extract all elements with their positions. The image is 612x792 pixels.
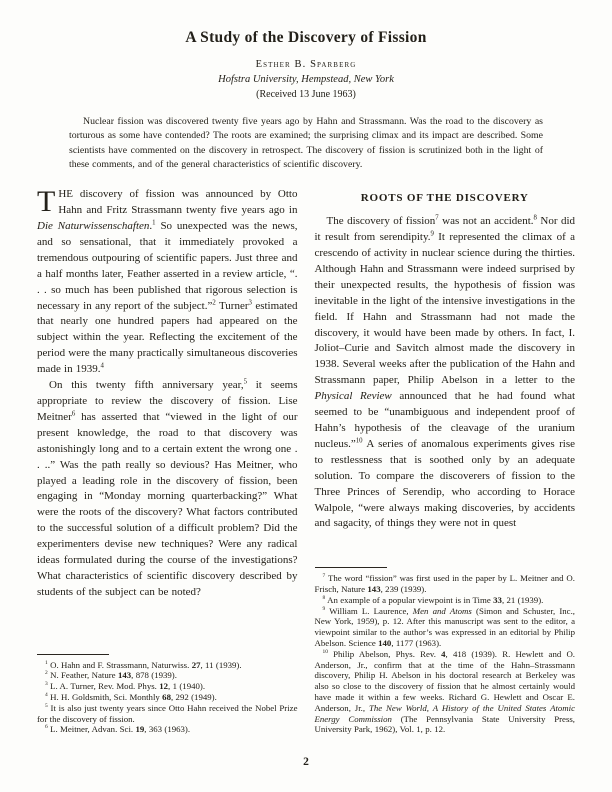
author-affiliation: Hofstra University, Hempstead, New York xyxy=(218,74,394,85)
footnote: $^6$ L. Meitner, Advan. Sci. 19, 363 (1963). xyxy=(45,724,191,735)
body-paragraph: The discovery of fission$^7$ was not an accident.$^8$ Nor did it result from serendipity.$^9$ It represented the climax of a crescendo of activity in nuclear science during the thirties. Although Hahn and Strassmann were indeed surprised by their unexpected results, the hypothesis of fission was inevitable in the light of the intensive investigations in the field. If Hahn and Strassmann had not made the discovery, it would have been made by others. In fact, I. Joliot–Curie and Savitch almost made the discovery in 1938. Several weeks after the publication of the Hahn and Strassmann paper, Philip Abelson in a letter to the Physical Review announced that he had found what seemed to be “unambiguous and independent proof of Hahn’s hypothesis of the cleavage of the uranium nucleus.”$^{10}$ A series of anomalous experiments gives rise to restlessness that is soothed only by an adequate solution. To compare the discoverers of fission to the Three Princes of Serendip, who according to Horace Walpole, “were always making discoveries, by accidents and sagacity, of things they were not in quest xyxy=(314,214,576,530)
footnote-rule xyxy=(315,567,387,568)
received-date: (Received 13 June 1963) xyxy=(256,89,356,100)
drop-cap: T xyxy=(37,185,56,219)
left-column xyxy=(37,187,298,735)
section-heading: ROOTS OF THE DISCOVERY xyxy=(360,192,529,205)
body-paragraph: On this twenty fifth anniversary year,$^5$ it seems appropriate to review the discovery of fission. Lise Meitner$^6$ has asserted that “viewed in the light of our present knowledge, the road to that discovery was astonishingly long and to a certain extent the wrong one . . ..” Was the path really so devious? Has Meitner, who played a leading role in the discovery of fission, been engaging in “Monday morning quarterbacking?” What were the roots of the discovery? What factors contributed to the successful solution of a difficult problem? Did the experimenters devise new techniques? Were any radical ideas formulated during the course of the investigations? What characteristics of scientific discovery described by students of the subject can be noted? xyxy=(37,378,298,598)
footnote-rule xyxy=(37,654,109,655)
abstract xyxy=(69,115,543,172)
footnote: $^1$ O. Hahn and F. Strassmann, Naturwiss. 27, 11 (1939). xyxy=(45,659,242,670)
body-paragraph: THE discovery of fission was announced by Otto Hahn and Fritz Strassmann twenty five years ago in Die Naturwissenschaften.$^1$ So unexpected was the news, and so sensational, that it immediately provoked a tremendous outpouring of scientific papers. Just three and a half months later, Feather asserted in a review article, “. . . so much has been published that rigorous selection is necessary in any report of the subject.”$^2$ Turner$^3$ estimated that nearly one hundred papers had appeared on the subject within the year. Reflecting the excitement of the period were the many practically simultaneous discoveries made in 1939.$^4$ xyxy=(37,185,298,376)
footnote: $^2$ N. Feather, Nature 143, 878 (1939). xyxy=(45,670,177,681)
paper-title: A Study of the Discovery of Fission xyxy=(185,29,427,46)
left-column-paragraphs xyxy=(37,187,298,601)
left-footnotes xyxy=(37,660,298,736)
footnote: $^{10}$ Philip Abelson, Phys. Rev. 4, 418 (1939). R. Hewlett and O. Anderson, Jr., confirm that at the time of the Hahn–Strassmann discovery, Philip H. Abelson in his doctoral research at Berkeley was also so close to the discovery of fission that he almost certainly would have made it within a few weeks. Richard G. Hewlett and Oscar E. Anderson, Jr., The New World, A History of the United States Atomic Energy Commission (The Pennsylvania State University Press, University Park, 1962), Vol. 1, p. 12. xyxy=(314,648,575,735)
masthead xyxy=(0,0,612,100)
footnote: $^7$ The word “fission” was first used in the paper by L. Meitner and O. Frisch, Nature 143, 239 (1939). xyxy=(314,573,575,595)
right-column xyxy=(315,187,576,735)
footnote: $^9$ William L. Laurence, Men and Atoms (Simon and Schuster, Inc., New York, 1959), p. 12. After this manuscript was sent to the editor, a viewpoint similar to the author’s was expressed in an editorial by Philip Abelson. Science 140, 1177 (1963). xyxy=(314,605,575,649)
two-column-body xyxy=(0,187,612,735)
footnote: $^4$ H. H. Goldsmith, Sci. Monthly 68, 292 (1949). xyxy=(45,692,217,702)
right-footnotes xyxy=(315,573,576,735)
abstract-text: Nuclear fission was discovered twenty five years ago by Hahn and Strassmann. Was the road to the discovery as torturous as some have contended? The roots are examined; the surprising climax and its impact are described. Some scientists have commented on the discovery in retrospect. The discovery of fission is scrutinized both in the light of these comments, and of the general characteristics of scientific discovery. xyxy=(69,116,543,170)
footnote: $^3$ L. A. Turner, Rev. Mod. Phys. 12, 1 (1940). xyxy=(45,681,206,692)
left-footnote-block xyxy=(37,646,298,736)
footnote: $^8$ An example of a popular viewpoint is in Time 33, 21 (1939). xyxy=(322,594,544,605)
footnote: $^5$ It is also just twenty years since Otto Hahn received the Nobel Prize for the discovery of fission. xyxy=(37,702,298,724)
author-name: Esther B. Sparberg xyxy=(255,59,357,70)
right-footnote-block xyxy=(315,559,576,735)
right-column-paragraphs xyxy=(315,214,576,532)
page-number: 2 xyxy=(303,756,309,768)
